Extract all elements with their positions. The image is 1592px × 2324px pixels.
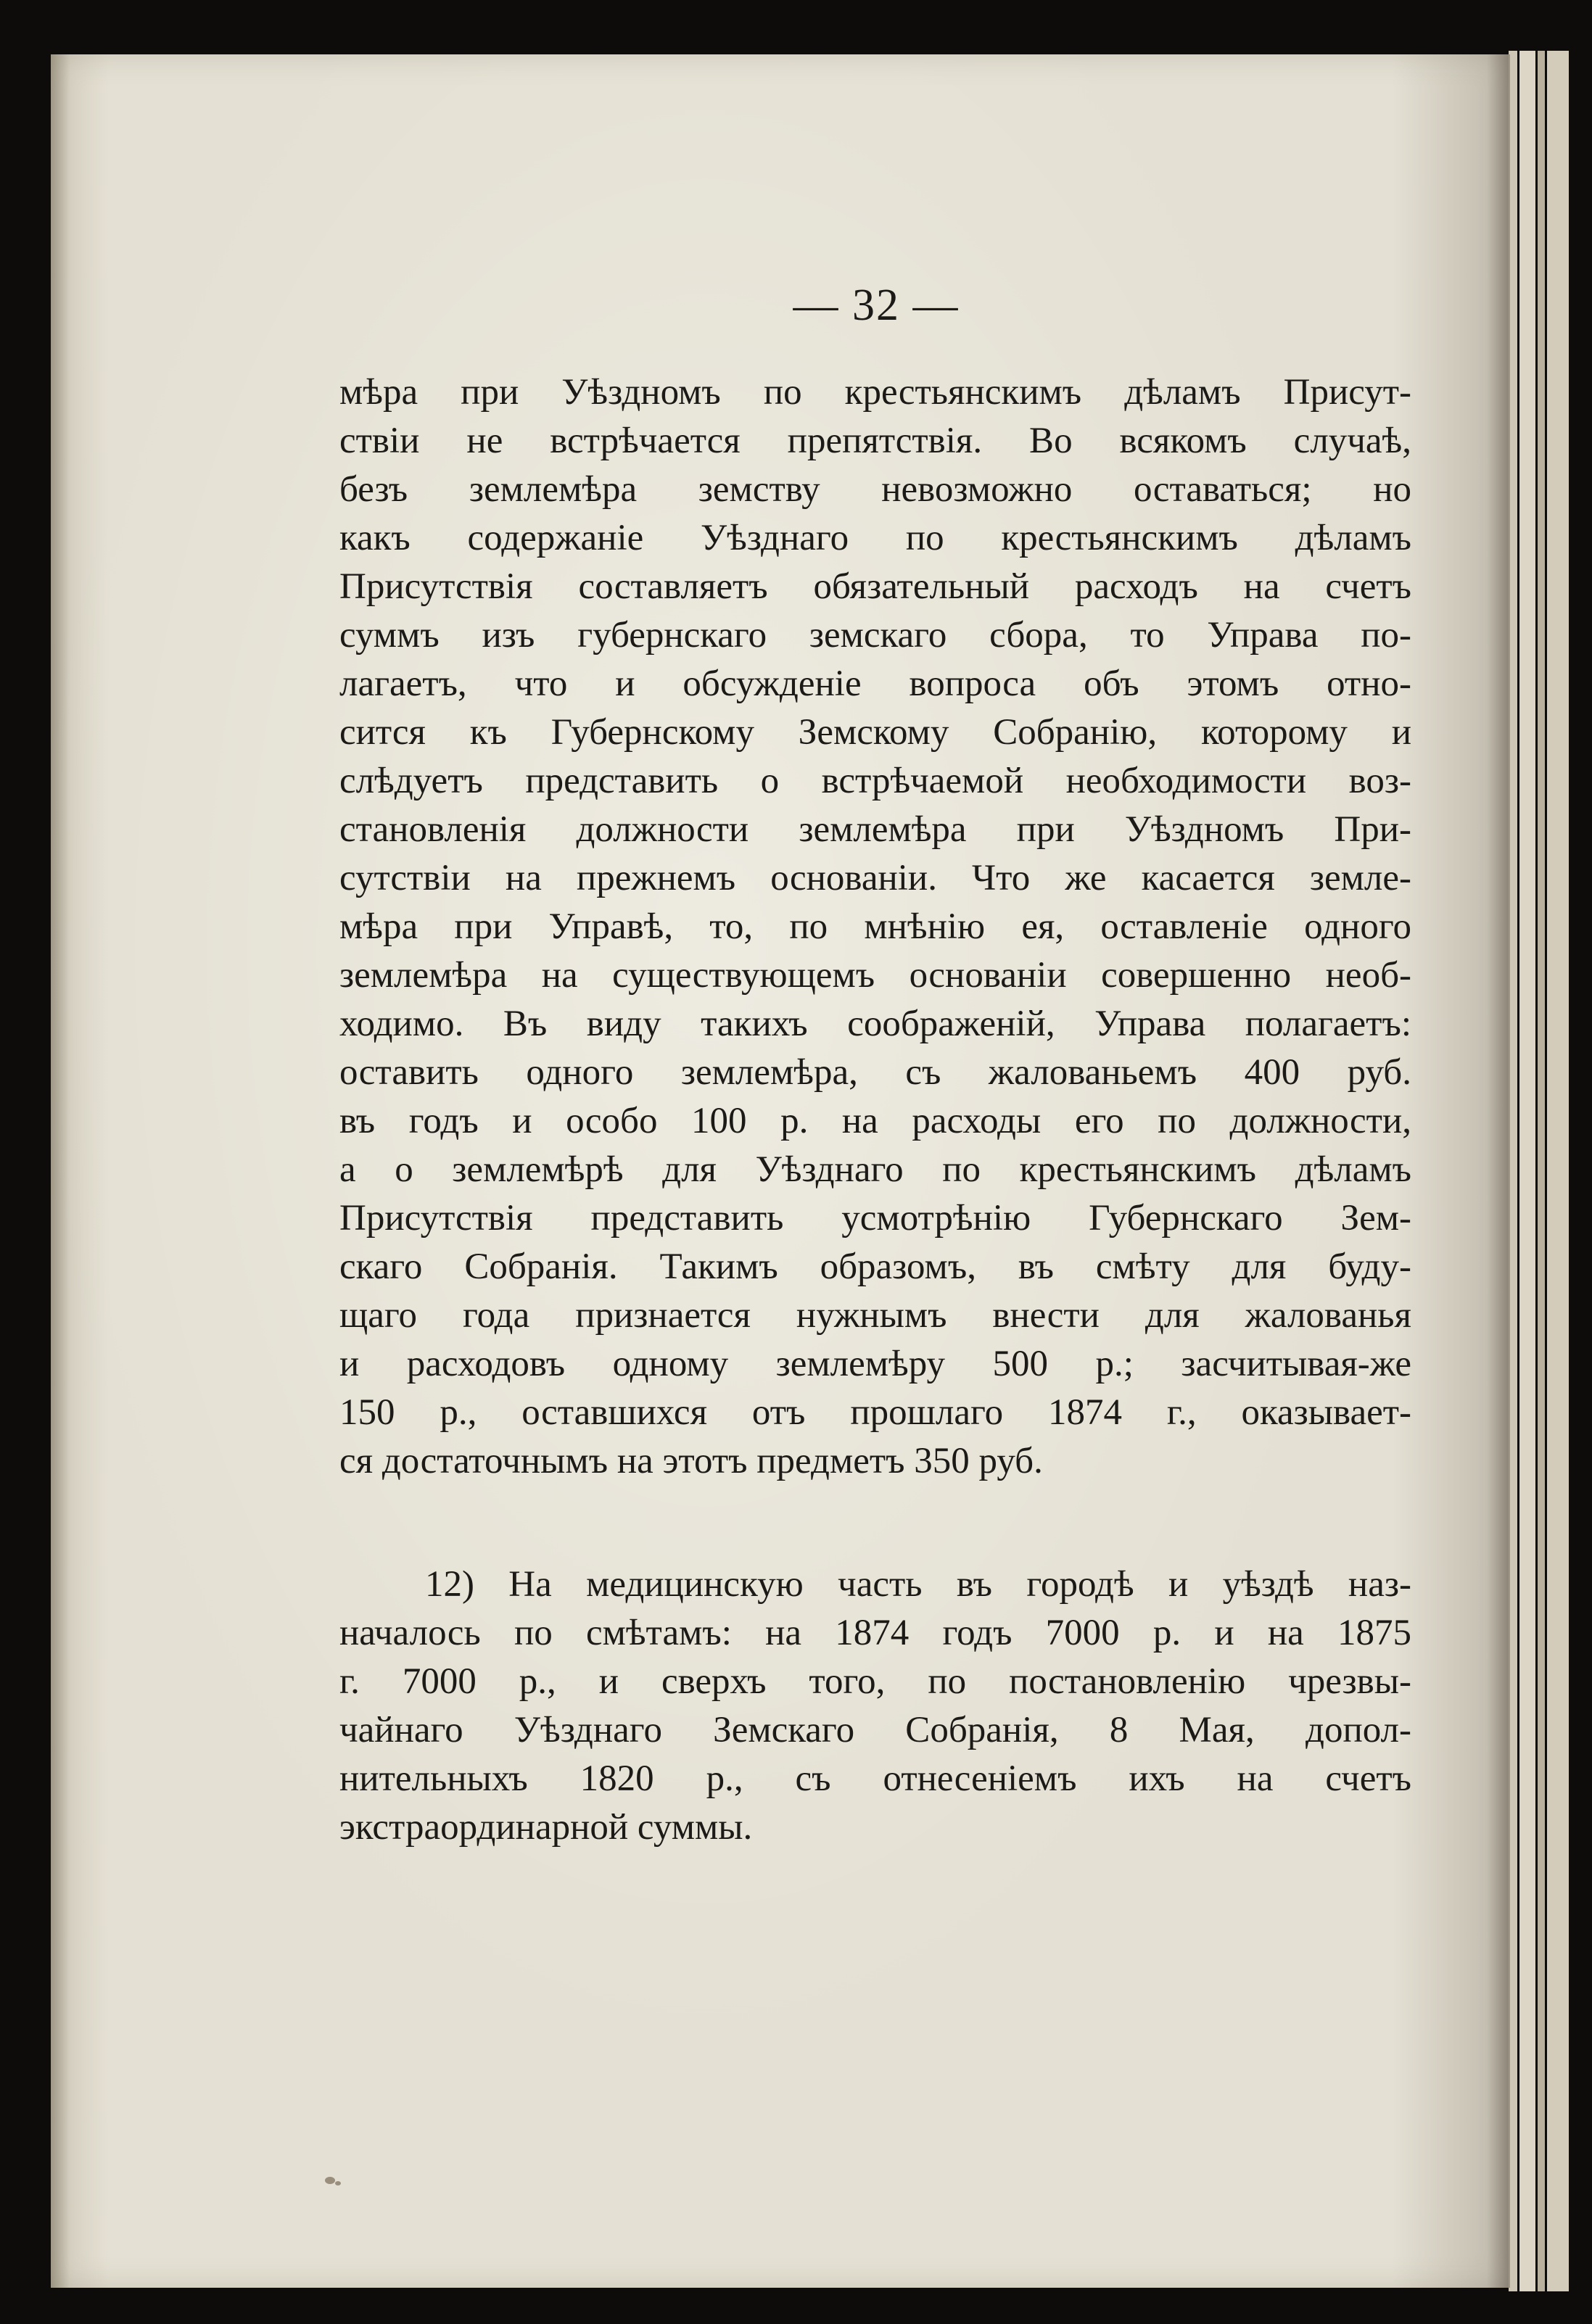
text-line: нительныхъ 1820 р., съ отнесеніемъ ихъ на счетъ	[339, 1758, 1411, 1799]
page-number: — 32 —	[793, 281, 960, 330]
text-line: ходимо. Въ виду такихъ соображеній, Управа полагаетъ:	[339, 1004, 1411, 1044]
text-line: землемѣра на существующемъ основаніи совершенно необ-	[339, 955, 1411, 996]
text-line: сутствіи на прежнемъ основаніи. Что же касается земле-	[339, 858, 1411, 898]
ink-spot	[335, 2181, 341, 2186]
text-line: мѣра при Управѣ, то, по мнѣнію ея, оставленіе одного	[339, 906, 1411, 947]
text-line: какъ содержаніе Уѣзднаго по крестьянскимъ дѣламъ	[339, 518, 1411, 558]
text-line: слѣдуетъ представить о встрѣчаемой необходимости воз-	[339, 761, 1411, 801]
text-line: суммъ изъ губернскаго земскаго сбора, то Управа по-	[339, 615, 1411, 656]
ink-spot	[325, 2177, 335, 2184]
text-line: чайнаго Уѣзднаго Земскаго Собранія, 8 Мая, допол-	[339, 1710, 1411, 1750]
text-line: 12) На медицинскую часть въ городѣ и уѣздѣ наз-	[425, 1564, 1411, 1605]
text-line: безъ землемѣра земству невозможно оставаться; но	[339, 469, 1411, 510]
text-line: становленія должности землемѣра при Уѣздномъ При-	[339, 809, 1411, 850]
text-line: сится къ Губернскому Земскому Собранію, которому и	[339, 712, 1411, 753]
text-line: мѣра при Уѣздномъ по крестьянскимъ дѣламъ Присут-	[339, 372, 1411, 413]
page-edge	[1519, 51, 1535, 2291]
text-line: Присутствія представить усмотрѣнію Губернскаго Зем-	[339, 1198, 1411, 1238]
fore-edge-shadow	[1487, 54, 1510, 2288]
text-line: ся достаточнымъ на этотъ предметъ 350 руб.	[339, 1441, 1043, 1481]
text-line: лагаетъ, что и обсужденіе вопроса объ этомъ отно-	[339, 663, 1411, 704]
text-line: 150 р., оставшихся отъ прошлаго 1874 г., оказывает-	[339, 1392, 1411, 1433]
text-line: Присутствія составляетъ обязательный расходъ на счетъ	[339, 566, 1411, 607]
text-line: оставить одного землемѣра, съ жалованьемъ 400 руб.	[339, 1052, 1411, 1093]
page-edge	[1547, 51, 1569, 2291]
binding-shadow	[51, 54, 70, 2288]
text-line: ствіи не встрѣчается препятствія. Во всякомъ случаѣ,	[339, 421, 1411, 461]
text-line: скаго Собранія. Такимъ образомъ, въ смѣту для буду-	[339, 1246, 1411, 1287]
text-line: и расходовъ одному землемѣру 500 р.; засчитывая-же	[339, 1344, 1411, 1384]
page-edge	[1538, 51, 1545, 2291]
text-line: въ годъ и особо 100 р. на расходы его по должности,	[339, 1101, 1411, 1141]
text-line: г. 7000 р., и сверхъ того, по постановленію чрезвы-	[339, 1661, 1411, 1702]
text-line: а о землемѣрѣ для Уѣзднаго по крестьянскимъ дѣламъ	[339, 1149, 1411, 1190]
text-line: щаго года признается нужнымъ внести для жалованья	[339, 1295, 1411, 1336]
text-line: началось по смѣтамъ: на 1874 годъ 7000 р. и на 1875	[339, 1613, 1411, 1653]
text-line: экстраординарной суммы.	[339, 1807, 753, 1848]
